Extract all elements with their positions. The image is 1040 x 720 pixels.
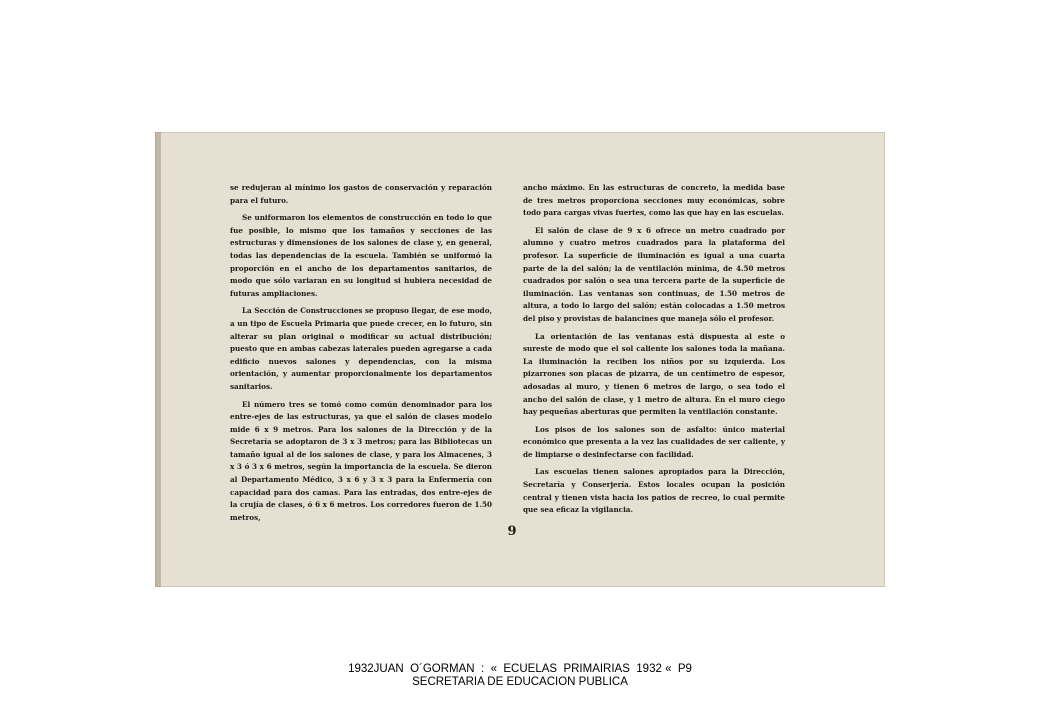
paragraph: Los pisos de los salones son de asfalto: único material económico que presenta a la vez las cualidades de ser caliente, y de limpiarse o desinfectarse con facilidad.	[523, 424, 785, 459]
caption	[0, 663, 1040, 689]
page-gutter-shadow	[155, 132, 161, 587]
right-text-column	[523, 182, 785, 522]
paragraph: ancho máximo. En las estructuras de concreto, la medida base de tres metros proporciona secciones muy económicas, sobre todo para cargas vivas fuertes, como las que hay en las escuelas.	[523, 183, 785, 218]
scanned-page	[155, 132, 885, 587]
paragraph: La Sección de Construcciones se propuso llegar, de ese modo, a un tipo de Escuela Primaria que puede crecer, en lo futuro, sin alterar su plan original o modificar su actual distribución; puesto que en ambas cabezas laterales pueden agregarse a cada edificio nuevos salones y dependencias, con la misma orientación, y aumentar proporcionalmente los departamentos sanitarios.	[230, 306, 492, 391]
paragraph: El salón de clase de 9 x 6 ofrece un metro cuadrado por alumno y cuatro metros cuadrados para la plataforma del profesor. La superficie de iluminación es igual a una cuarta parte de la del salón; la de ventilación mínima, de 4.50 metros cuadrados por salón o sea una tercera parte de la superficie de iluminación. Las ventanas son continuas, de 1.50 metros de altura, a todo lo largo del salón; están colocadas a 1.50 metros del piso y provistas de balancines que maneja sólo el profesor.	[523, 225, 785, 323]
paragraph: Las escuelas tienen salones apropiados para la Dirección, Secretaría y Conserjería. Estos locales ocupan la posición central y tienen vista hacia los patios de recreo, lo cual permite que sea eficaz la vigilancia.	[523, 467, 785, 515]
paragraph: La orientación de las ventanas está dispuesta al este o sureste de modo que el sol caliente los salones toda la mañana. La iluminación la reciben los niños por su izquierda. Los pizarrones son placas de pizarra, de un centímetro de espesor, adosadas al muro, y tienen 6 metros de largo, o sea todo el ancho del salón de clase, y 1 metro de altura. En el muro ciego hay pequeñas aberturas que permiten la ventilación constante.	[523, 331, 785, 417]
left-text-column	[230, 182, 492, 529]
paragraph: Se uniformaron los elementos de construcción en todo lo que fue posible, lo mismo que los tamaños y secciones de las estructuras y dimensiones de los salones de clase y, en general, todas las dependencias de la escuela. También se uniformó la proporción en el ancho de los departamentos sanitarios, de modo que sólo variaran en su longitud si hubiera necesidad de futuras ampliaciones.	[230, 213, 492, 298]
paragraph: se redujeran al mínimo los gastos de conservación y reparación para el futuro.	[230, 183, 492, 205]
caption-line-2: SECRETARIA DE EDUCACION PUBLICA	[412, 676, 628, 688]
paragraph: El número tres se tomó como común denominador para los entre-ejes de las estructuras, ya que el salón de clases modelo mide 6 x 9 metros. Para los salones de la Dirección y de la Secretaría se adoptaron de 3 x 3 metros; para las Bibliotecas un tamaño igual al de los salones de clase, y para los Almacenes, 3 x 3 ó 3 x 6 metros, según la importancia de la escuela. Se dieron al Departamento Médico, 3 x 6 y 3 x 3 para la Enfermería con capacidad para dos camas. Para las entradas, dos entre-ejes de la crujía de clases, ó 6 x 6 metros. Los corredores fueron de 1.50 metros,	[230, 399, 492, 522]
page-number: 9	[507, 524, 517, 539]
caption-line-1: 1932JUAN O´GORMAN : « ECUELAS PRIMAIRIAS 1932 « P9	[348, 663, 692, 675]
